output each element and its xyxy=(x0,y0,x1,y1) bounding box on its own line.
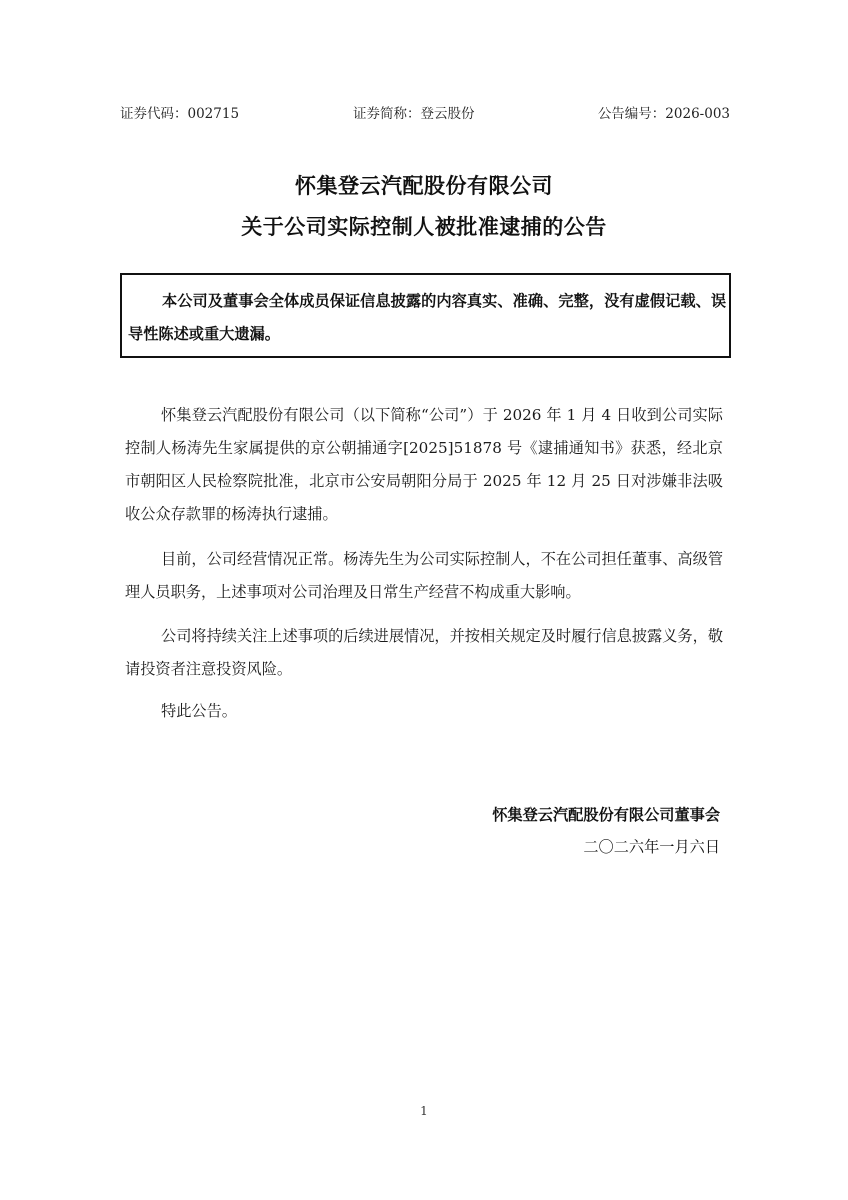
security-code: 证券代码：002715 xyxy=(120,106,240,122)
page-number: 1 xyxy=(420,1104,428,1118)
security-name: 证券简称：登云股份 xyxy=(353,106,475,122)
body-paragraph-operations: 目前，公司经营情况正常。杨涛先生为公司实际控制人，不在公司担任董事、高级管理人员职务，上述事项对公司治理及日常生产经营不构成重大影响。 xyxy=(125,550,723,601)
disclaimer-text: 本公司及董事会全体成员保证信息披露的内容真实、准确、完整，没有虚假记载、误导性陈述或重大遗漏。 xyxy=(128,292,726,343)
company-title: 怀集登云汽配股份有限公司 xyxy=(295,174,553,198)
body-paragraph-follow-up: 公司将持续关注上述事项的后续进展情况，并按相关规定及时履行信息披露义务，敬请投资者注意投资风险。 xyxy=(125,627,723,678)
body-paragraph-arrest-notice: 怀集登云汽配股份有限公司（以下简称“公司”）于 2026 年 1 月 4 日收到公司实际控制人杨涛先生家属提供的京公朝捕通字[2025]51878 号《逮捕通知书》获悉，经北京市朝阳区人民检察院批准，北京市公安局朝阳分局于 2025 年 12 月 25 日对涉嫌非法吸收公众存款罪的杨涛执行逮捕。 xyxy=(125,406,723,523)
disclaimer-box xyxy=(120,273,731,358)
signature-organization: 怀集登云汽配股份有限公司董事会 xyxy=(492,806,720,824)
signature-date: 二〇二六年一月六日 xyxy=(583,838,720,856)
document-header xyxy=(120,102,730,124)
announcement-number: 公告编号：2026-003 xyxy=(597,106,730,122)
body-paragraph-closing: 特此公告。 xyxy=(161,702,237,720)
announcement-title: 关于公司实际控制人被批准逮捕的公告 xyxy=(241,215,607,239)
